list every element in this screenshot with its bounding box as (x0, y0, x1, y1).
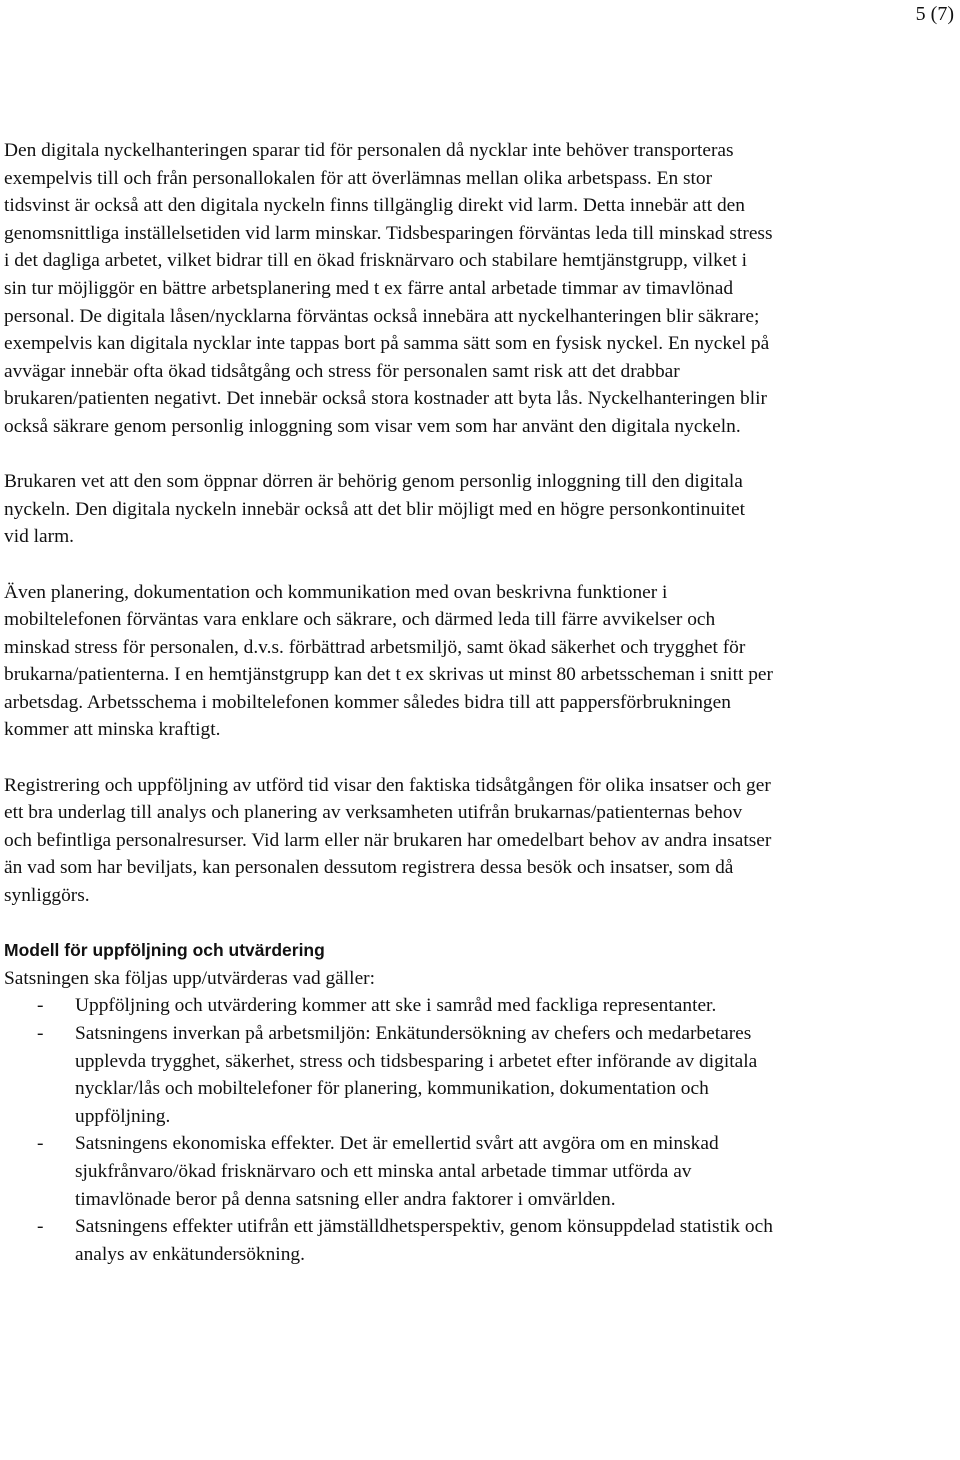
list-item-text: Uppföljning och utvärdering kommer att ske i samråd med fackliga representanter. (75, 995, 717, 1017)
dash-bullet: - (37, 1216, 44, 1238)
list-item-text: Satsningens ekonomiska effekter. Det är emellertid svårt att avgöra om en minskad sjukfrånvaro/ökad frisknärvaro och ett minska antal arbetade timmar utförda av timavlönade beror på denna satsning eller andra faktorer i omvärlden. (75, 1133, 719, 1210)
paragraph-authorized-access: Brukaren vet att den som öppnar dörren är behörig genom personlig inloggning till den digitala nyckeln. Den digitala nyckeln innebär också att det blir möjligt med en högre personkontinuitet vid larm. (4, 471, 745, 548)
list-item (4, 1020, 774, 1130)
evaluation-list (4, 992, 774, 1268)
list-item (4, 1213, 774, 1268)
list-item (4, 992, 774, 1020)
paragraph-digital-keys: Den digitala nyckelhanteringen sparar tid för personalen då nycklar inte behöver transporteras exempelvis till och från personallokalen för att överlämnas mellan olika arbetspass. En stor tidsvinst är också att den digitala nyckeln finns tillgänglig direkt vid larm. Detta innebär att den genomsnittliga inställelsetiden vid larm minskar. Tidsbesparingen förväntas leda till minskad stress i det dagliga arbetet, vilket bidrar till en ökad frisknärvaro och stabilare hemtjänstgrupp, vilket i sin tur möjliggör en bättre arbetsplanering med t ex färre antal arbetade timmar av timavlönad personal. De digitala låsen/nycklarna förväntas också innebära att nyckelhanteringen blir säkrare; exempelvis kan digitala nycklar inte tappas bort på samma sätt som en fysisk nyckel. En nyckel på avvägar innebär ofta ökad tidsåtgång och stress för personalen samt risk att det drabbar brukaren/patienten negativt. Det innebär också stora kostnader att byta lås. Nyckelhanteringen blir också säkrare genom personlig inloggning som visar vem som har använt den digitala nyckeln. (4, 140, 773, 437)
dash-bullet: - (37, 1023, 44, 1044)
paragraph-time-registration: Registrering och uppföljning av utförd tid visar den faktiska tidsåtgången för olika insatser och ger ett bra underlag till analys och planering av verksamheten utifrån brukarnas/patienternas behov och befintliga personalresurser. Vid larm eller när brukaren har omedelbart behov av andra insatser än vad som har beviljats, kan personalen dessutom registrera dessa besök och insatser, som då synliggörs. (4, 774, 772, 907)
document-body (4, 137, 774, 1268)
list-item (4, 1130, 774, 1213)
page-number: 5 (7) (915, 3, 954, 25)
dash-bullet: - (37, 1133, 44, 1155)
paragraph-planning-documentation: Även planering, dokumentation och kommunikation med ovan beskrivna funktioner i mobiltelefonen förväntas vara enklare och säkrare, och därmed leda till färre avvikelser och minskad stress för personalen, d.v.s. förbättrad arbetsmiljö, samt ökad säkerhet och trygghet för brukarna/patienterna. I en hemtjänstgrupp kan det t ex skrivas ut minst 80 arbetsscheman i snitt per arbetsdag. Arbetsschema i mobiltelefonen kommer således bidra till att pappersförbrukningen kommer att minska kraftigt. (4, 581, 773, 741)
dash-bullet: - (37, 995, 44, 1017)
section-intro: Satsningen ska följas upp/utvärderas vad gäller: (4, 967, 376, 989)
list-item-text: Satsningens effekter utifrån ett jämställdhetsperspektiv, genom könsuppdelad statistik och analys av enkätundersökning. (75, 1216, 773, 1265)
list-item-text: Satsningens inverkan på arbetsmiljön: Enkätundersökning av chefers och medarbetares upplevda trygghet, säkerhet, stress och tidsbesparing i arbetet efter införande av digitala nycklar/lås och mobiltelefoner för planering, kommunikation, dokumentation och uppföljning. (75, 1023, 758, 1127)
section-heading: Modell för uppföljning och utvärdering (4, 940, 325, 961)
